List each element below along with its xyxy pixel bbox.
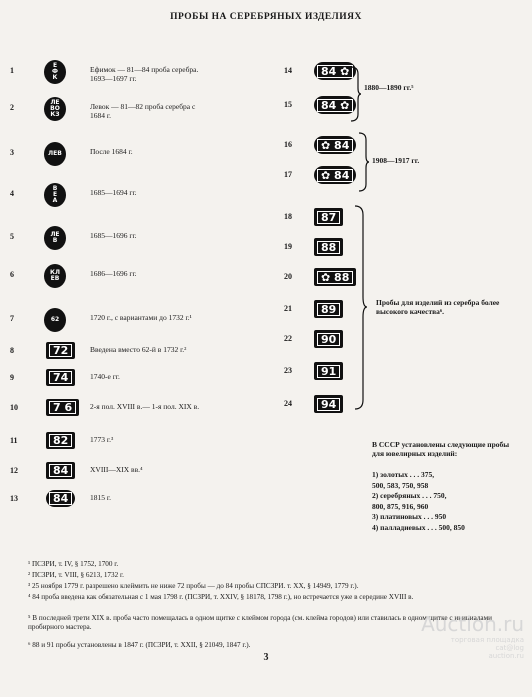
hallmark-text: 62 xyxy=(50,316,60,323)
description-line: XVIII—XIX вв.⁴ xyxy=(90,465,143,474)
hallmark-stamp xyxy=(314,300,343,318)
brace-1908 xyxy=(358,132,370,192)
hallmark-text: 91 xyxy=(317,365,340,378)
description-line: 1685—1694 гг. xyxy=(90,188,137,197)
item-number: 15 xyxy=(284,100,292,109)
brace-higher xyxy=(354,205,368,410)
hallmark-stamp xyxy=(44,183,66,207)
item-number: 23 xyxy=(284,366,292,375)
item-description xyxy=(90,402,270,411)
hallmark-stamp xyxy=(44,226,66,250)
footnote: ³ 25 ноября 1779 г. разрешено клеймить не ниже 72 пробы — до 84 пробы СПСЗРИ. т. XX, § 14949, 1779 г.). xyxy=(28,582,359,590)
item-description xyxy=(90,188,270,197)
item-number: 11 xyxy=(10,436,18,445)
item-description xyxy=(90,102,270,120)
ussr-list xyxy=(372,470,465,533)
ussr-list-item: 3) платиновых . . . 950 xyxy=(372,512,447,521)
ussr-intro: В СССР установлены следующие пробы для ювелирных изделий: xyxy=(372,440,510,458)
description-line: 1815 г. xyxy=(90,493,111,502)
hallmark-text: 89 xyxy=(317,303,340,316)
item-number: 4 xyxy=(10,189,14,198)
hallmark-stamp xyxy=(314,268,356,286)
description-line: 1686—1696 гг. xyxy=(90,269,137,278)
item-description xyxy=(90,435,270,444)
footnote: ⁵ В последней трети XIX в. проба часто помещалась в одном щитке с клеймом города (см. клейма городов) или ставилась в одном щитке с инициалами пробирного мастера. xyxy=(28,614,493,631)
watermark-line-1: торговая площадка xyxy=(450,636,524,644)
hallmark-text: ✿ 84 xyxy=(317,139,353,152)
item-number: 17 xyxy=(284,170,292,179)
footnote: ⁶ 88 и 91 пробы установлены в 1847 г. (ПСЗРИ, т. XXII, § 21049, 1847 г.). xyxy=(28,641,251,649)
description-line: 1740-е гг. xyxy=(90,372,120,381)
hallmark-text: ✿ 84 xyxy=(317,169,353,182)
hallmark-stamp xyxy=(46,369,75,386)
item-description xyxy=(90,269,270,278)
hallmark-stamp xyxy=(46,399,79,416)
item-number: 6 xyxy=(10,270,14,279)
page-title: ПРОБЫ НА СЕРЕБРЯНЫХ ИЗДЕЛИЯХ xyxy=(170,12,362,22)
hallmark-text: 72 xyxy=(49,344,72,357)
hallmark-text: ЛЕ ВО КЗ xyxy=(50,99,60,118)
hallmark-stamp xyxy=(314,395,343,413)
hallmark-text: 82 xyxy=(49,434,72,447)
range-1908: 1908—1917 гг. xyxy=(372,156,420,165)
item-description xyxy=(90,372,270,381)
hallmark-text: 84 xyxy=(49,464,72,477)
item-number: 18 xyxy=(284,212,292,221)
item-description xyxy=(90,313,270,322)
hallmark-stamp xyxy=(46,432,75,449)
item-description xyxy=(90,147,270,156)
hallmark-stamp xyxy=(46,342,75,359)
hallmark-stamp xyxy=(314,136,356,154)
ussr-list-item: 4) палладиевых . . . 500, 850 xyxy=(372,522,465,532)
watermark-line-2: cat@log xyxy=(495,644,524,652)
hallmark-stamp xyxy=(314,362,343,380)
page-number: 3 xyxy=(263,652,269,663)
item-description xyxy=(90,493,270,502)
hallmark-stamp xyxy=(44,97,66,121)
description-line: 1773 г.³ xyxy=(90,435,114,444)
watermark-brand: Auction.ru xyxy=(421,612,524,636)
description-line: Введена вместо 62-й в 1732 г.² xyxy=(90,345,187,354)
hallmark-text: Е Ф К xyxy=(52,62,58,81)
watermark xyxy=(421,612,524,660)
item-number: 22 xyxy=(284,334,292,343)
hallmark-text: 87 xyxy=(317,211,340,224)
description-line: Левок — 81—82 проба серебра с xyxy=(90,102,196,111)
hallmark-text: 88 xyxy=(317,241,340,254)
ussr-list-item: 2) серебряных . . . 750, xyxy=(372,491,447,500)
item-description xyxy=(90,65,270,83)
hallmark-stamp xyxy=(44,142,66,166)
hallmark-text: 94 xyxy=(317,398,340,411)
item-number: 5 xyxy=(10,232,14,241)
hallmark-text: 84 ✿ xyxy=(317,65,353,78)
hallmark-text: В Е А xyxy=(52,185,58,204)
item-number: 21 xyxy=(284,304,292,313)
hallmark-stamp xyxy=(314,238,343,256)
description-line: 1684 г. xyxy=(90,111,111,120)
hallmark-stamp xyxy=(44,308,66,332)
hallmark-stamp xyxy=(46,462,75,479)
item-number: 2 xyxy=(10,103,14,112)
hallmark-text: ЛЕВ xyxy=(48,150,62,157)
watermark-line-3: auction.ru xyxy=(488,652,524,660)
hallmark-text: 84 xyxy=(49,492,72,505)
description-line: После 1684 г. xyxy=(90,147,133,156)
hallmark-text: 90 xyxy=(317,333,340,346)
hallmark-text: 74 xyxy=(49,371,72,384)
item-number: 24 xyxy=(284,399,292,408)
hallmark-text: 84 ✿ xyxy=(317,99,353,112)
hallmark-stamp xyxy=(44,60,66,84)
item-number: 20 xyxy=(284,272,292,281)
ussr-list-item: 800, 875, 916, 960 xyxy=(372,501,429,511)
footnote: ² ПСЗРИ, т. VIII, § 6213, 1732 г. xyxy=(28,571,124,579)
item-number: 13 xyxy=(10,494,18,503)
hallmark-stamp xyxy=(46,490,75,507)
description-line: 1720 г., с вариантами до 1732 г.¹ xyxy=(90,313,192,322)
description-line: 1685—1696 гг. xyxy=(90,231,137,240)
hallmark-stamp xyxy=(44,264,66,288)
description-line: 2-я пол. XVIII в.— 1-я пол. XIX в. xyxy=(90,402,200,411)
hallmark-stamp xyxy=(314,208,343,226)
item-number: 7 xyxy=(10,314,14,323)
description-line: Ефимок — 81—84 проба серебра. xyxy=(90,65,199,74)
hallmark-stamp xyxy=(314,330,343,348)
hallmark-text: ЛЕ В xyxy=(50,231,60,244)
item-number: 1 xyxy=(10,66,14,75)
item-number: 12 xyxy=(10,466,18,475)
item-number: 16 xyxy=(284,140,292,149)
ussr-list-item: 500, 583, 750, 958 xyxy=(372,480,429,490)
description-line: 1693—1697 гг. xyxy=(90,74,137,83)
higher-quality-note: Пробы для изделий из серебра более высокого качества⁶. xyxy=(376,298,500,316)
hallmark-text: 7 6 xyxy=(49,401,76,414)
hallmark-text: КЛ ЕВ xyxy=(50,269,60,282)
item-description xyxy=(90,465,270,474)
item-number: 9 xyxy=(10,373,14,382)
item-number: 14 xyxy=(284,66,292,75)
hallmark-text: ✿ 88 xyxy=(317,271,353,284)
item-number: 3 xyxy=(10,148,14,157)
brace-1880 xyxy=(350,66,362,122)
item-description xyxy=(90,345,270,354)
hallmark-stamp xyxy=(314,166,356,184)
range-1880: 1880—1890 гг.⁵ xyxy=(364,83,414,92)
ussr-list-item: 1) золотых . . . 375, xyxy=(372,470,435,479)
footnote: ¹ ПСЗРИ, т. IV, § 1752, 1700 г. xyxy=(28,560,119,568)
item-number: 10 xyxy=(10,403,18,412)
footnote: ⁴ 84 проба введена как обязательная с 1 мая 1798 г. (ПСЗРИ, т. XXIV, § 18178, 1798 г.), но встречается уже в середине XVIII в. xyxy=(28,593,414,601)
item-number: 8 xyxy=(10,346,14,355)
item-description xyxy=(90,231,270,240)
item-number: 19 xyxy=(284,242,292,251)
